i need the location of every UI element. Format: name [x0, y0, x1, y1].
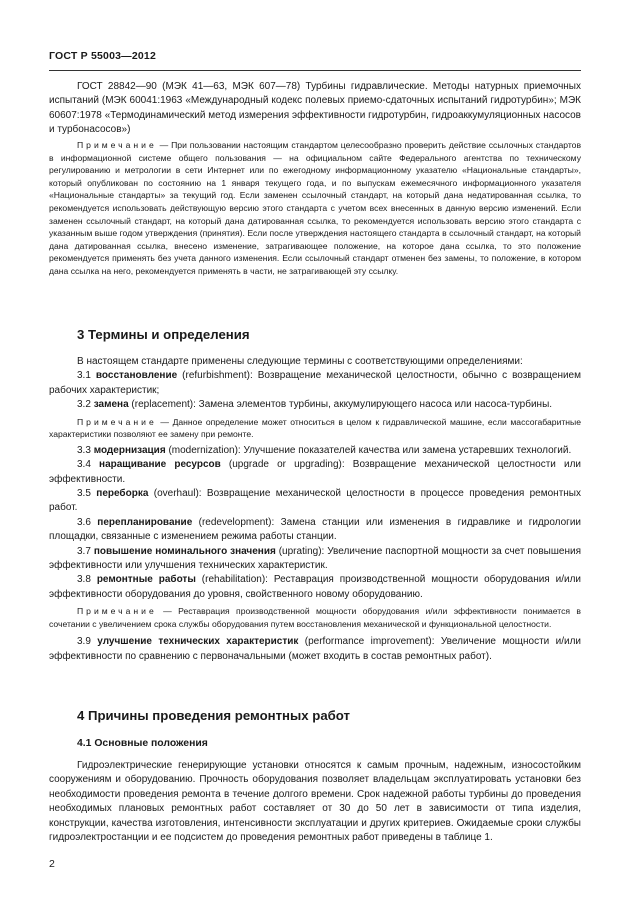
header-rule	[49, 70, 581, 71]
term-3-9: 3.9 улучшение технических характеристик (performance improvement): Увеличение мощности и/или эффективности по сравнению с первоначальными (может входить в состав ремонтных работ).	[49, 636, 581, 662]
note-3-2: Примечание — Данное определение может относиться в целом к гидравлической машине, если массогабаритные характеристики позволяют ее замену при ремонте.	[49, 416, 582, 440]
section-3-heading: 3 Термины и определения	[77, 327, 250, 342]
note-references	[49, 139, 581, 278]
term-3-2: 3.2 замена (replacement): Замена элементов турбины, аккумулирующего насоса или насоса-турбины.	[77, 399, 553, 411]
section-3-intro: В настоящем стандарте применены следующие термины с соответствующими определениями:	[77, 356, 523, 367]
document-header-title: ГОСТ Р 55003—2012	[49, 50, 157, 62]
note-3-8: Примечание — Реставрация производственной мощности оборудования и/или эффективности понимается в сочетании с увеличением срока службы оборудования путем восстановления механической и функциональной целостности.	[49, 606, 581, 629]
section-3-body	[49, 355, 581, 664]
term-3-7: 3.7 повышение номинального значения (uprating): Увеличение паспортной мощности за счет повышения эффективности или улучшения технических характеристик.	[49, 545, 581, 572]
section-4-1-paragraph: Гидроэлектрические генерирующие установки относятся к самым прочным, надежным, износостойким сооружениям и оборудованию. Прочность оборудования позволяет владельцам эксплуатировать установки без необходимости проведения ремонта в течение долгого времени. Срок надежной работы турбины до проведения необходимых плановых ремонтных работ составляет от 30 до 50 лет в зависимости от типа изделия, конструкции, качества изготовления, интенсивности эксплуатации и других критериев. Ожидаемые сроки службы гидроэлектростанции и ее подсистем до проведения ремонтных работ приведены в таблице 1.	[49, 760, 581, 844]
section-4-heading: 4 Причины проведения ремонтных работ	[77, 708, 350, 723]
reference-item: ГОСТ 28842—90 (МЭК 41—63, МЭК 607—78) Турбины гидравлические. Методы натурных приемочных испытаний (МЭК 60041:1963 «Международный кодекс полевых приемо-сдаточных испытаний гидротурбин»; МЭК 60607:1978 «Термодинамический метод измерения эффективности гидротурбин, гидроаккумуляционных насосов и турбонасосов»)	[49, 81, 581, 136]
term-3-6: 3.6 перепланирование (redevelopment): Замена станции или изменения в гидравлике и гидрологии площадки, связанные с изменением режима работы станции.	[49, 516, 581, 543]
page-number: 2	[49, 858, 55, 870]
normative-reference	[49, 80, 581, 138]
note-label: Примечание	[77, 140, 157, 150]
note-text: — При пользовании настоящим стандартом целесообразно проверить действие ссылочных стандартов в информационной системе общего пользования — на официальном сайте Федерального агентства по техническому регулированию и метрологии в сети Интернет или по ежегодному информационному указателю «Национальные стандарты», который опубликован по состоянию на 1 января текущего года, и по выпускам ежемесячного информационного указателя «Национальные стандарты» за текущий год. Если заменен ссылочный стандарт, на который дана недатированная ссылка, то рекомендуется использовать действующую версию этого стандарта с учетом всех внесенных в данную версию изменений. Если заменен ссылочный стандарт, на который дана датированная ссылка, то рекомендуется использовать версию этого стандарта с указанным выше годом утверждения (принятия). Если после утверждения настоящего стандарта в ссылочный стандарт, на который дана датированная ссылка, внесено изменение, затрагивающее положение, на которое дана ссылка, то это положение рекомендуется применять без учета данного изменения. Если ссылочный стандарт отменен без замены, то положение, в котором дана ссылка на него, рекомендуется применять в части, не затрагивающей эту ссылку.	[49, 140, 582, 276]
term-3-3: 3.3 модернизация (modernization): Улучшение показателей качества или замена устаревших технологий.	[77, 444, 572, 456]
term-3-5: 3.5 переборка (overhaul): Возвращение механической целостности в процессе проведения ремонтных работ.	[49, 488, 581, 514]
term-3-1: 3.1 восстановление (refurbishment): Возвращение механической целостности, обычно с возвращением рабочих характеристик;	[49, 370, 581, 396]
term-3-8: 3.8 ремонтные работы (rehabilitation): Реставрация производственной мощности оборудования и/или эффективности оборудования до уровня, свойственного новому оборудованию.	[49, 574, 582, 600]
term-3-4: 3.4 наращивание ресурсов (upgrade or upgrading): Возвращение механической целостности или эффективности.	[49, 459, 581, 485]
subsection-4-1-heading: 4.1 Основные положения	[77, 738, 208, 749]
section-4-1-body	[49, 759, 581, 845]
